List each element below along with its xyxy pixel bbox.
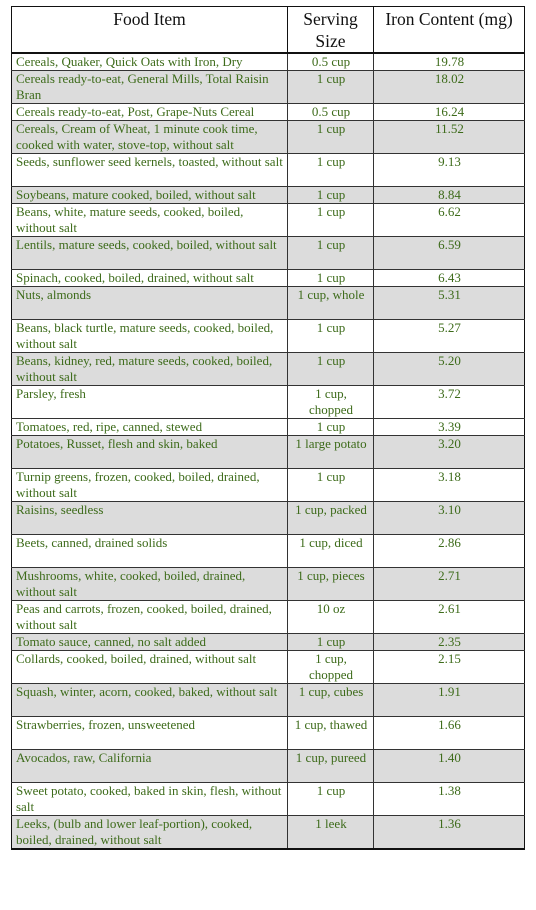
iron-content-cell: 18.02 (374, 71, 525, 104)
table-row (12, 204, 525, 237)
food-item-cell: Spinach, cooked, boiled, drained, without salt (12, 270, 288, 287)
serving-size-cell: 1 large potato (288, 436, 374, 469)
iron-content-table (11, 6, 525, 850)
serving-size-cell: 1 cup, packed (288, 502, 374, 535)
iron-content-cell: 1.91 (374, 684, 525, 717)
iron-content-cell: 16.24 (374, 104, 525, 121)
table-row (12, 353, 525, 386)
food-item-cell: Lentils, mature seeds, cooked, boiled, without salt (12, 237, 288, 270)
serving-size-cell: 1 cup (288, 204, 374, 237)
table-row (12, 651, 525, 684)
food-item-cell: Collards, cooked, boiled, drained, without salt (12, 651, 288, 684)
header-serving-size: Serving Size (288, 7, 374, 54)
serving-size-cell: 1 cup (288, 419, 374, 436)
iron-content-cell: 8.84 (374, 187, 525, 204)
serving-size-cell: 1 cup (288, 154, 374, 187)
iron-content-cell: 2.35 (374, 634, 525, 651)
table-row (12, 287, 525, 320)
table-row (12, 71, 525, 104)
iron-content-cell: 3.10 (374, 502, 525, 535)
iron-content-cell: 2.86 (374, 535, 525, 568)
serving-size-cell: 1 cup, chopped (288, 651, 374, 684)
table-body (12, 53, 525, 849)
food-item-cell: Leeks, (bulb and lower leaf-portion), cooked, boiled, drained, without salt (12, 816, 288, 850)
iron-content-cell: 3.20 (374, 436, 525, 469)
table-row (12, 684, 525, 717)
serving-size-cell: 1 cup, diced (288, 535, 374, 568)
iron-content-cell: 19.78 (374, 53, 525, 71)
food-item-cell: Tomatoes, red, ripe, canned, stewed (12, 419, 288, 436)
table-header (12, 7, 525, 54)
food-item-cell: Beans, kidney, red, mature seeds, cooked, boiled, without salt (12, 353, 288, 386)
table-row (12, 436, 525, 469)
serving-size-cell: 1 cup, whole (288, 287, 374, 320)
table-row (12, 386, 525, 419)
serving-size-cell: 1 cup, pieces (288, 568, 374, 601)
table-row (12, 237, 525, 270)
food-item-cell: Squash, winter, acorn, cooked, baked, without salt (12, 684, 288, 717)
serving-size-cell: 1 cup, thawed (288, 717, 374, 750)
food-item-cell: Avocados, raw, California (12, 750, 288, 783)
iron-content-cell: 2.61 (374, 601, 525, 634)
serving-size-cell: 1 cup (288, 320, 374, 353)
header-row (12, 7, 525, 54)
iron-content-cell: 2.71 (374, 568, 525, 601)
food-item-cell: Beets, canned, drained solids (12, 535, 288, 568)
food-item-cell: Nuts, almonds (12, 287, 288, 320)
serving-size-cell: 1 cup (288, 783, 374, 816)
iron-content-cell: 6.59 (374, 237, 525, 270)
table-row (12, 187, 525, 204)
serving-size-cell: 1 cup (288, 634, 374, 651)
food-item-cell: Beans, white, mature seeds, cooked, boiled, without salt (12, 204, 288, 237)
table-row (12, 154, 525, 187)
serving-size-cell: 1 cup (288, 187, 374, 204)
food-item-cell: Beans, black turtle, mature seeds, cooked, boiled, without salt (12, 320, 288, 353)
table-row (12, 419, 525, 436)
table-row (12, 535, 525, 568)
table-row (12, 502, 525, 535)
table-row (12, 568, 525, 601)
header-iron-content: Iron Content (mg) (374, 7, 525, 54)
iron-content-cell: 2.15 (374, 651, 525, 684)
food-item-cell: Cereals, Cream of Wheat, 1 minute cook time, cooked with water, stove-top, without salt (12, 121, 288, 154)
serving-size-cell: 1 leek (288, 816, 374, 850)
iron-content-cell: 5.27 (374, 320, 525, 353)
iron-content-cell: 11.52 (374, 121, 525, 154)
table-row (12, 270, 525, 287)
food-item-cell: Sweet potato, cooked, baked in skin, flesh, without salt (12, 783, 288, 816)
table-row (12, 104, 525, 121)
food-item-cell: Cereals ready-to-eat, General Mills, Total Raisin Bran (12, 71, 288, 104)
iron-content-cell: 3.39 (374, 419, 525, 436)
table-row (12, 320, 525, 353)
iron-content-cell: 5.31 (374, 287, 525, 320)
food-item-cell: Seeds, sunflower seed kernels, toasted, without salt (12, 154, 288, 187)
iron-content-cell: 3.72 (374, 386, 525, 419)
table-row (12, 634, 525, 651)
table-row (12, 783, 525, 816)
serving-size-cell: 10 oz (288, 601, 374, 634)
table-row (12, 469, 525, 502)
food-item-cell: Peas and carrots, frozen, cooked, boiled, drained, without salt (12, 601, 288, 634)
food-item-cell: Cereals, Quaker, Quick Oats with Iron, Dry (12, 53, 288, 71)
serving-size-cell: 0.5 cup (288, 53, 374, 71)
header-food-item: Food Item (12, 7, 288, 54)
table-row (12, 601, 525, 634)
serving-size-cell: 0.5 cup (288, 104, 374, 121)
serving-size-cell: 1 cup, pureed (288, 750, 374, 783)
iron-content-cell: 1.40 (374, 750, 525, 783)
iron-content-cell: 1.38 (374, 783, 525, 816)
serving-size-cell: 1 cup (288, 469, 374, 502)
serving-size-cell: 1 cup (288, 121, 374, 154)
food-item-cell: Raisins, seedless (12, 502, 288, 535)
iron-content-cell: 1.66 (374, 717, 525, 750)
serving-size-cell: 1 cup, cubes (288, 684, 374, 717)
iron-content-cell: 9.13 (374, 154, 525, 187)
serving-size-cell: 1 cup (288, 71, 374, 104)
food-item-cell: Tomato sauce, canned, no salt added (12, 634, 288, 651)
iron-content-cell: 1.36 (374, 816, 525, 850)
iron-content-cell: 6.62 (374, 204, 525, 237)
food-item-cell: Potatoes, Russet, flesh and skin, baked (12, 436, 288, 469)
serving-size-cell: 1 cup (288, 237, 374, 270)
food-item-cell: Cereals ready-to-eat, Post, Grape-Nuts Cereal (12, 104, 288, 121)
table-row (12, 750, 525, 783)
table-row (12, 53, 525, 71)
food-item-cell: Parsley, fresh (12, 386, 288, 419)
table-row (12, 717, 525, 750)
food-item-cell: Strawberries, frozen, unsweetened (12, 717, 288, 750)
table-row (12, 816, 525, 850)
food-item-cell: Turnip greens, frozen, cooked, boiled, drained, without salt (12, 469, 288, 502)
iron-content-cell: 5.20 (374, 353, 525, 386)
table-row (12, 121, 525, 154)
food-item-cell: Soybeans, mature cooked, boiled, without salt (12, 187, 288, 204)
serving-size-cell: 1 cup, chopped (288, 386, 374, 419)
food-item-cell: Mushrooms, white, cooked, boiled, drained, without salt (12, 568, 288, 601)
serving-size-cell: 1 cup (288, 270, 374, 287)
iron-content-cell: 6.43 (374, 270, 525, 287)
iron-content-cell: 3.18 (374, 469, 525, 502)
serving-size-cell: 1 cup (288, 353, 374, 386)
